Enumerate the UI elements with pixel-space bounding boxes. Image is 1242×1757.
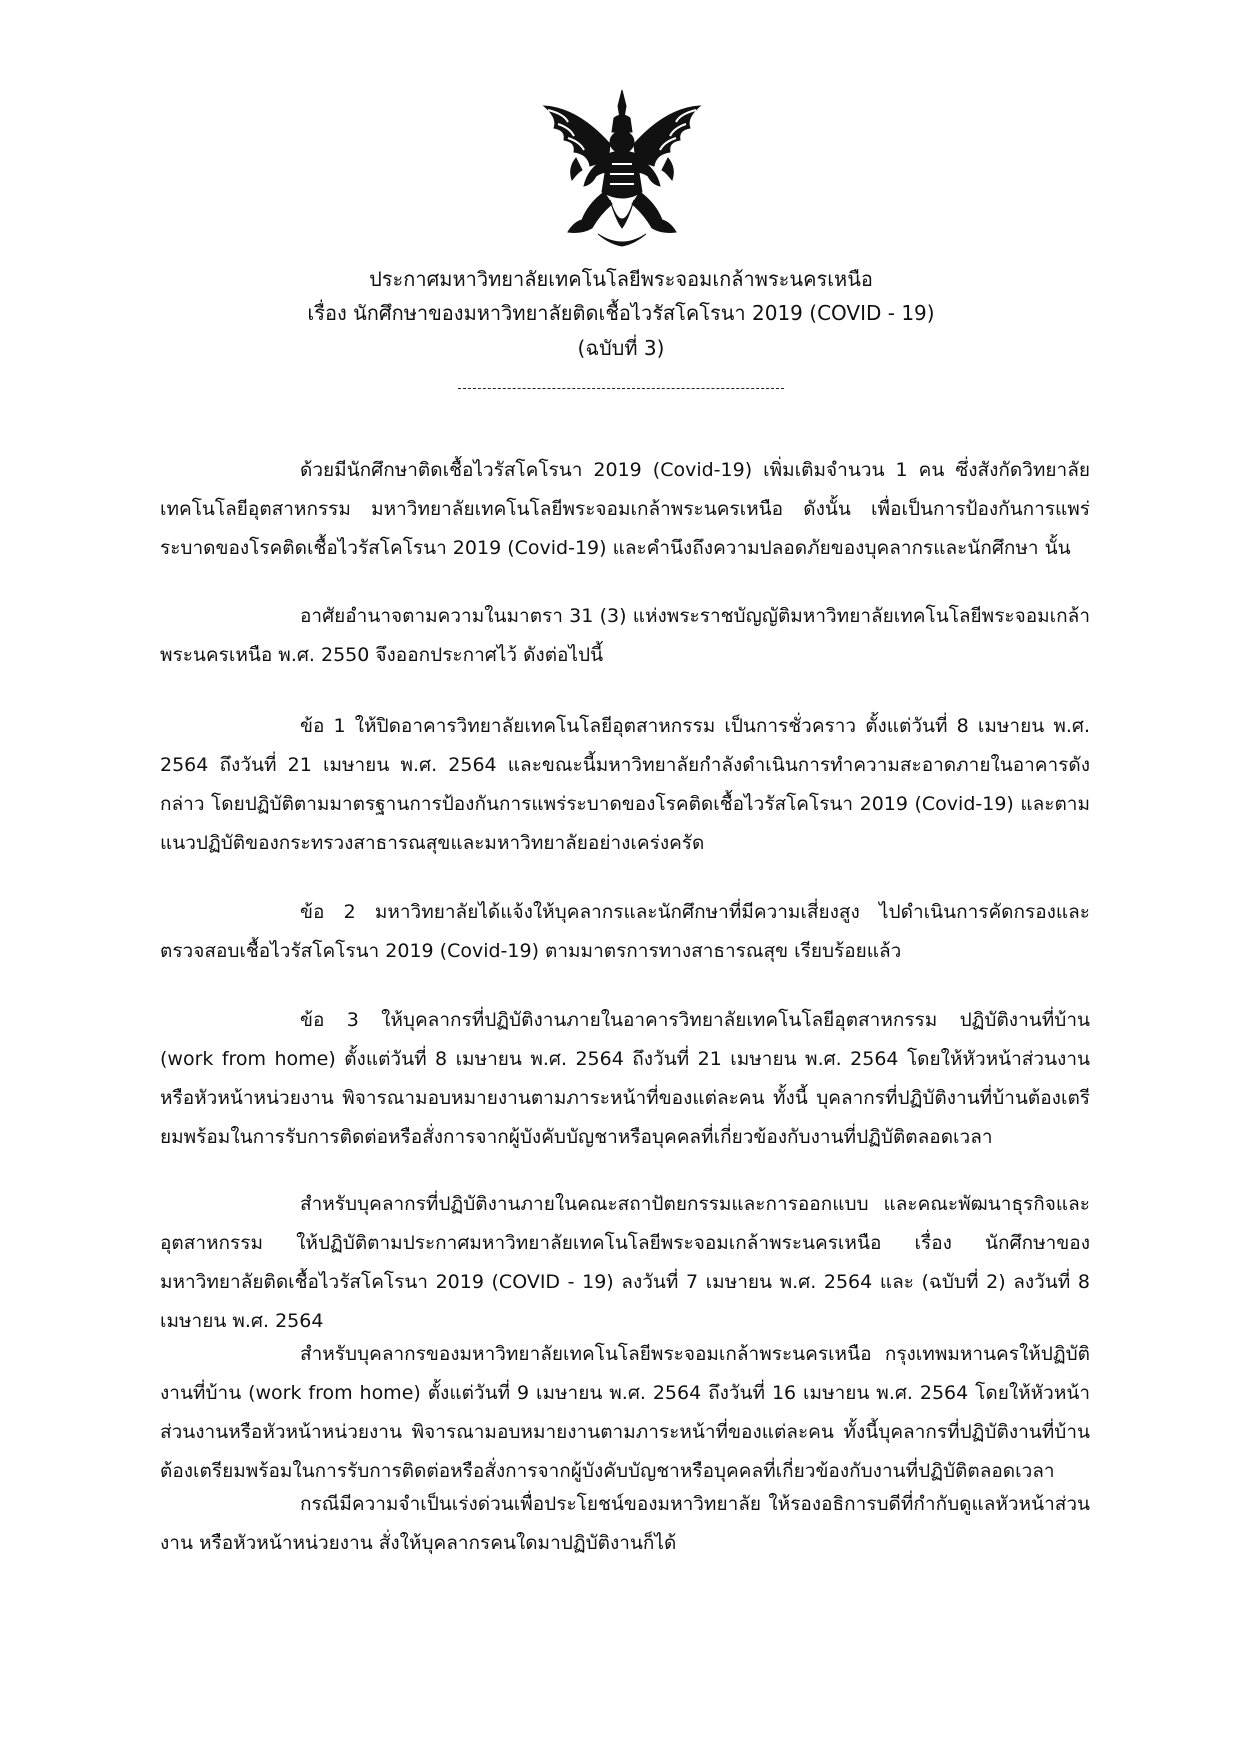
paragraph-clause-3: ข้อ 3 ให้บุคลากรที่ปฏิบัติงานภายในอาคารวิทยาลัยเทคโนโลยีอุตสาหกรรม ปฏิบัติงานที่บ้าน (work from home) ตั้งแต่วันที่ 8 เมษายน พ.ศ. 2564 ถึงวันที่ 21 เมษายน พ.ศ. 2564 โดยให้หัวหน้าส่วนงานหรือหัวหน้าหน่วยงาน พิจารณามอบหมายงานตามภาระหน้าที่ของแต่ละคน ทั้งนี้ บุคลากรที่ปฏิบัติงานที่บ้านต้องเตรียมพร้อมในการรับการติดต่อหรือสั่งการจากผู้บังคับบัญชาหรือบุคคลที่เกี่ยวข้องกับงานที่ปฏิบัติตลอดเวลา	[160, 1009, 1090, 1148]
paragraph-clause-1: ข้อ 1 ให้ปิดอาคารวิทยาลัยเทคโนโลยีอุตสาหกรรม เป็นการชั่วคราว ตั้งแต่วันที่ 8 เมษายน พ.ศ. 2564 ถึงวันที่ 21 เมษายน พ.ศ. 2564 และขณะนี้มหาวิทยาลัยกำลังดำเนินการทำความสะอาดภายในอาคารดังกล่าว โดยปฏิบัติตามมาตรฐานการป้องกันการแพร่ระบาดของโรคติดเชื้อไวรัสโคโรนา 2019 (Covid-19) และตามแนวปฏิบัติของกระทรวงสาธารณสุขและมหาวิทยาลัยอย่างเคร่งครัด	[160, 715, 1090, 854]
paragraph-clause-3-bangkok-staff: สำหรับบุคลากรของมหาวิทยาลัยเทคโนโลยีพระจอมเกล้าพระนครเหนือ กรุงเทพมหานครให้ปฏิบัติงานที่บ้าน (work from home) ตั้งแต่วันที่ 9 เมษายน พ.ศ. 2564 ถึงวันที่ 16 เมษายน พ.ศ. 2564 โดยให้หัวหน้าส่วนงานหรือหัวหน้าหน่วยงาน พิจารณามอบหมายงานตามภาระหน้าที่ของแต่ละคน ทั้งนี้บุคลากรที่ปฏิบัติงานที่บ้านต้องเตรียมพร้อมในการรับการติดต่อหรือสั่งการจากผู้บังคับบัญชาหรือบุคคลที่เกี่ยวข้องกับงานที่ปฏิบัติตลอดเวลา	[160, 1343, 1090, 1482]
header-divider	[458, 388, 784, 389]
paragraph-clause-3-faculties: สำหรับบุคลากรที่ปฏิบัติงานภายในคณะสถาปัตยกรรมและการออกแบบ และคณะพัฒนาธุรกิจและอุตสาหกรรม ให้ปฏิบัติตามประกาศมหาวิทยาลัยเทคโนโลยีพระจอมเกล้าพระนครเหนือ เรื่อง นักศึกษาของมหาวิทยาลัยติดเชื้อไวรัสโคโรนา 2019 (COVID - 19) ลงวันที่ 7 เมษายน พ.ศ. 2564 และ (ฉบับที่ 2) ลงวันที่ 8 เมษายน พ.ศ. 2564	[160, 1193, 1090, 1332]
paragraph-authority: อาศัยอำนาจตามความในมาตรา 31 (3) แห่งพระราชบัญญัติมหาวิทยาลัยเทคโนโลยีพระจอมเกล้าพระนครเหนือ พ.ศ. 2550 จึงออกประกาศไว้ ดังต่อไปนี้	[160, 605, 1090, 666]
announcement-title: ประกาศมหาวิทยาลัยเทคโนโลยีพระจอมเกล้าพระนครเหนือ	[369, 267, 873, 291]
paragraph-clause-3-urgent-cases: กรณีมีความจำเป็นเร่งด่วนเพื่อประโยชน์ของมหาวิทยาลัย ให้รองอธิการบดีที่กำกับดูแลหัวหน้าส่วนงาน หรือหัวหน้าหน่วยงาน สั่งให้บุคลากรคนใดมาปฏิบัติงานก็ได้	[160, 1493, 1090, 1554]
announcement-issue-number: (ฉบับที่ 3)	[577, 336, 665, 360]
paragraph-preamble: ด้วยมีนักศึกษาติดเชื้อไวรัสโคโรนา 2019 (Covid-19) เพิ่มเติมจำนวน 1 คน ซึ่งสังกัดวิทยาลัยเทคโนโลยีอุตสาหกรรม มหาวิทยาลัยเทคโนโลยีพระจอมเกล้าพระนครเหนือ ดังนั้น เพื่อเป็นการป้องกันการแพร่ระบาดของโรคติดเชื้อไวรัสโคโรนา 2019 (Covid-19) และคำนึงถึงความปลอดภัยของบุคลากรและนักศึกษา นั้น	[160, 459, 1090, 559]
garuda-emblem-icon	[538, 88, 706, 250]
announcement-subject: เรื่อง นักศึกษาของมหาวิทยาลัยติดเชื้อไวรัสโคโรนา 2019 (COVID - 19)	[307, 301, 935, 325]
paragraph-clause-2: ข้อ 2 มหาวิทยาลัยได้แจ้งให้บุคลากรและนักศึกษาที่มีความเสี่ยงสูง ไปดำเนินการคัดกรองและตรวจสอบเชื้อไวรัสโคโรนา 2019 (Covid-19) ตามมาตรการทางสาธารณสุข เรียบร้อยแล้ว	[160, 901, 1090, 962]
